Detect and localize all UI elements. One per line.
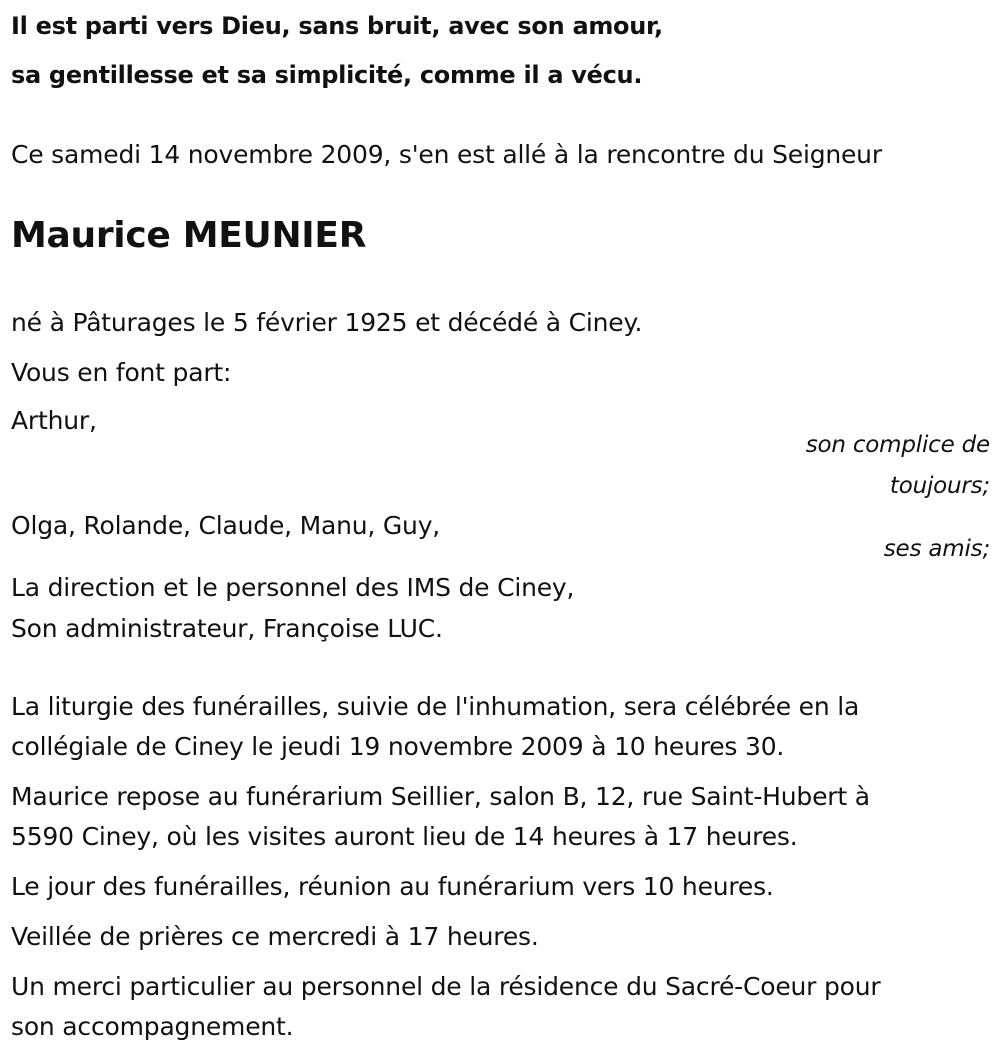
intro-line-2: sa gentillesse et sa simplicité, comme il a vécu. xyxy=(11,61,643,89)
notice-intro: Vous en font part: xyxy=(11,358,232,387)
mourner-friends: Olga, Rolande, Claude, Manu, Guy, xyxy=(11,511,441,540)
arthur-relation-line-2: toujours; xyxy=(889,473,990,499)
vigil-text: Veillée de prières ce mercredi à 17 heures. xyxy=(11,922,539,951)
mourner-direction: La direction et le personnel des IMS de Ciney, xyxy=(11,573,575,602)
deceased-name: Maurice MEUNIER xyxy=(11,215,367,256)
birth-death-text: né à Pâturages le 5 février 1925 et décédé à Ciney. xyxy=(11,308,643,337)
friends-relation: ses amis; xyxy=(883,536,990,562)
thanks-line-2: son accompagnement. xyxy=(11,1012,294,1041)
mourner-arthur: Arthur, xyxy=(11,406,97,435)
funeral-day-text: Le jour des funérailles, réunion au funérarium vers 10 heures. xyxy=(11,872,774,901)
intro-line-1: Il est parti vers Dieu, sans bruit, avec son amour, xyxy=(11,12,663,40)
arthur-relation-line-1: son complice de xyxy=(805,432,990,458)
thanks-line-1: Un merci particulier au personnel de la résidence du Sacré-Coeur pour xyxy=(11,972,881,1001)
repose-line-2: 5590 Ciney, où les visites auront lieu de 14 heures à 17 heures. xyxy=(11,822,798,851)
liturgy-line-2: collégiale de Ciney le jeudi 19 novembre 2009 à 10 heures 30. xyxy=(11,732,785,761)
repose-line-1: Maurice repose au funérarium Seillier, salon B, 12, rue Saint-Hubert à xyxy=(11,782,870,811)
announcement-text: Ce samedi 14 novembre 2009, s'en est allé à la rencontre du Seigneur xyxy=(11,140,882,169)
mourner-administrator: Son administrateur, Françoise LUC. xyxy=(11,614,443,643)
liturgy-line-1: La liturgie des funérailles, suivie de l'inhumation, sera célébrée en la xyxy=(11,692,860,721)
